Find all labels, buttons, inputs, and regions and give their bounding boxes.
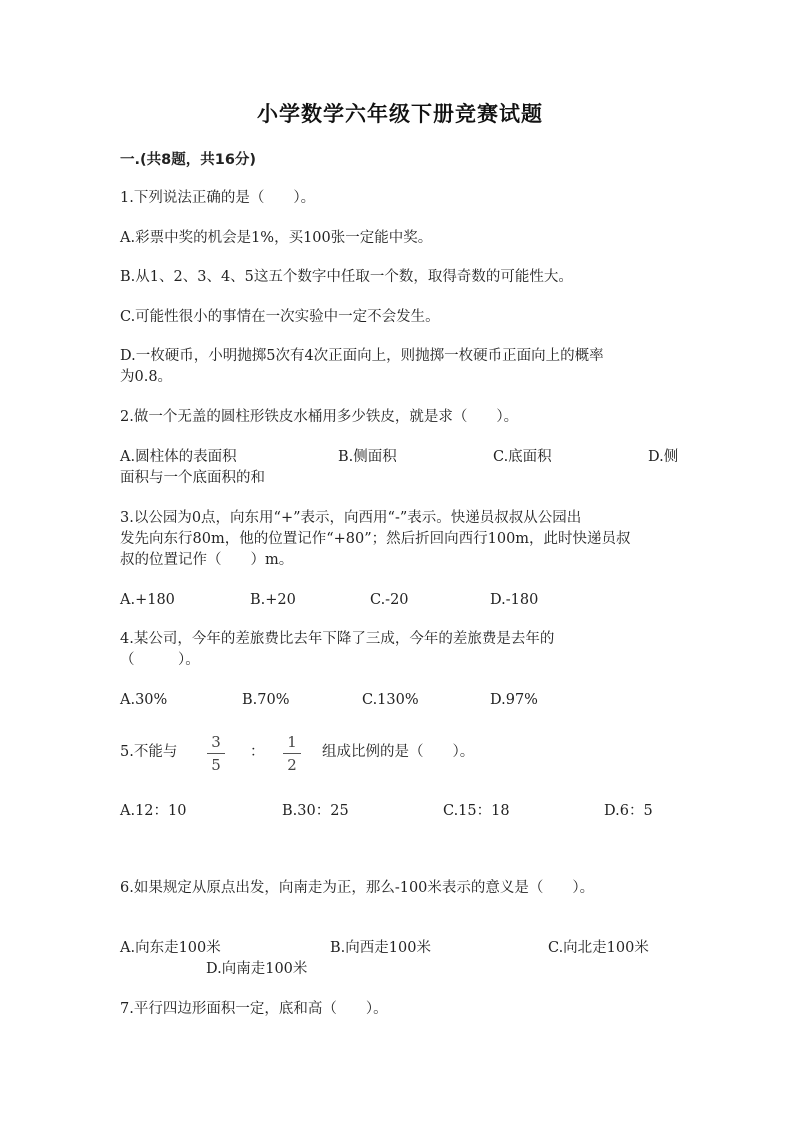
question-1-option-a: A.彩票中奖的机会是1%，买100张一定能中奖。	[120, 230, 433, 246]
question-3-line2: 发先向东行80m，他的位置记作“+80”；然后折回向西行100m，此时快递员叔	[120, 531, 631, 547]
fraction-one-half	[282, 733, 302, 774]
section-heading: 一.(共8题，共16分)	[120, 152, 257, 168]
question-5-option-a: A.12：10	[120, 803, 187, 819]
question-3-option-c: C.-20	[370, 592, 409, 608]
question-4-line1: 4.某公司，今年的差旅费比去年下降了三成，今年的差旅费是去年的	[120, 631, 555, 647]
question-2-stem: 2.做一个无盖的圆柱形铁皮水桶用多少铁皮，就是求（ ）。	[120, 409, 519, 425]
question-5-prefix: 5.不能与	[120, 744, 178, 760]
question-2-option-b: B.侧面积	[338, 449, 397, 465]
question-5-suffix: 组成比例的是（ ）。	[322, 744, 475, 760]
fraction-1-numerator: 3	[211, 733, 221, 751]
question-2-option-c: C.底面积	[493, 449, 552, 465]
question-4-option-a: A.30%	[120, 692, 168, 708]
question-5-option-c: C.15：18	[443, 803, 510, 819]
question-3-option-b: B.+20	[250, 592, 296, 608]
question-5-option-d: D.6：5	[604, 803, 653, 819]
question-2-option-a: A.圆柱体的表面积	[120, 449, 237, 465]
question-1-option-c: C.可能性很小的事情在一次实验中一定不会发生。	[120, 309, 440, 325]
ratio-colon: ：	[250, 744, 265, 760]
question-3-option-a: A.+180	[120, 592, 175, 608]
question-4-line2: （ ）。	[120, 652, 200, 668]
question-2-option-d-line1: D.侧	[648, 449, 679, 465]
question-7-stem: 7.平行四边形面积一定，底和高（ ）。	[120, 1001, 388, 1017]
fraction-1-bar	[207, 753, 225, 754]
question-3-option-d: D.-180	[490, 592, 539, 608]
question-5-option-b: B.30：25	[282, 803, 349, 819]
question-3-line1: 3.以公园为0点，向东用“+”表示，向西用“-”表示。快递员叔叔从公园出	[120, 510, 582, 526]
question-4-option-d: D.97%	[490, 692, 538, 708]
question-4-option-c: C.130%	[362, 692, 419, 708]
question-3-line3: 叔的位置记作（ ）m。	[120, 552, 294, 568]
fraction-2-numerator: 1	[287, 733, 297, 751]
page-title: 小学数学六年级下册竞赛试题	[257, 102, 543, 126]
question-6-option-a: A.向东走100米	[120, 940, 221, 956]
question-6-option-c: C.向北走100米	[548, 940, 649, 956]
question-6-stem: 6.如果规定从原点出发，向南走为正，那么-100米表示的意义是（ ）。	[120, 880, 595, 896]
question-4-option-b: B.70%	[242, 692, 290, 708]
question-1-option-b: B.从1、2、3、4、5这五个数字中任取一个数，取得奇数的可能性大。	[120, 269, 573, 285]
fraction-three-fifths	[206, 733, 226, 774]
fraction-2-bar	[283, 753, 301, 754]
fraction-2-denominator: 2	[287, 756, 297, 774]
question-1-option-d-line1: D.一枚硬币，小明抛掷5次有4次正面向上，则抛掷一枚硬币正面向上的概率	[120, 348, 604, 364]
question-1-stem: 1.下列说法正确的是（ ）。	[120, 190, 316, 206]
question-2-option-d-line2: 面积与一个底面积的和	[120, 470, 265, 486]
question-6-option-b: B.向西走100米	[330, 940, 431, 956]
question-1-option-d-line2: 为0.8。	[120, 369, 173, 385]
question-6-option-d: D.向南走100米	[206, 961, 308, 977]
fraction-1-denominator: 5	[211, 756, 221, 774]
